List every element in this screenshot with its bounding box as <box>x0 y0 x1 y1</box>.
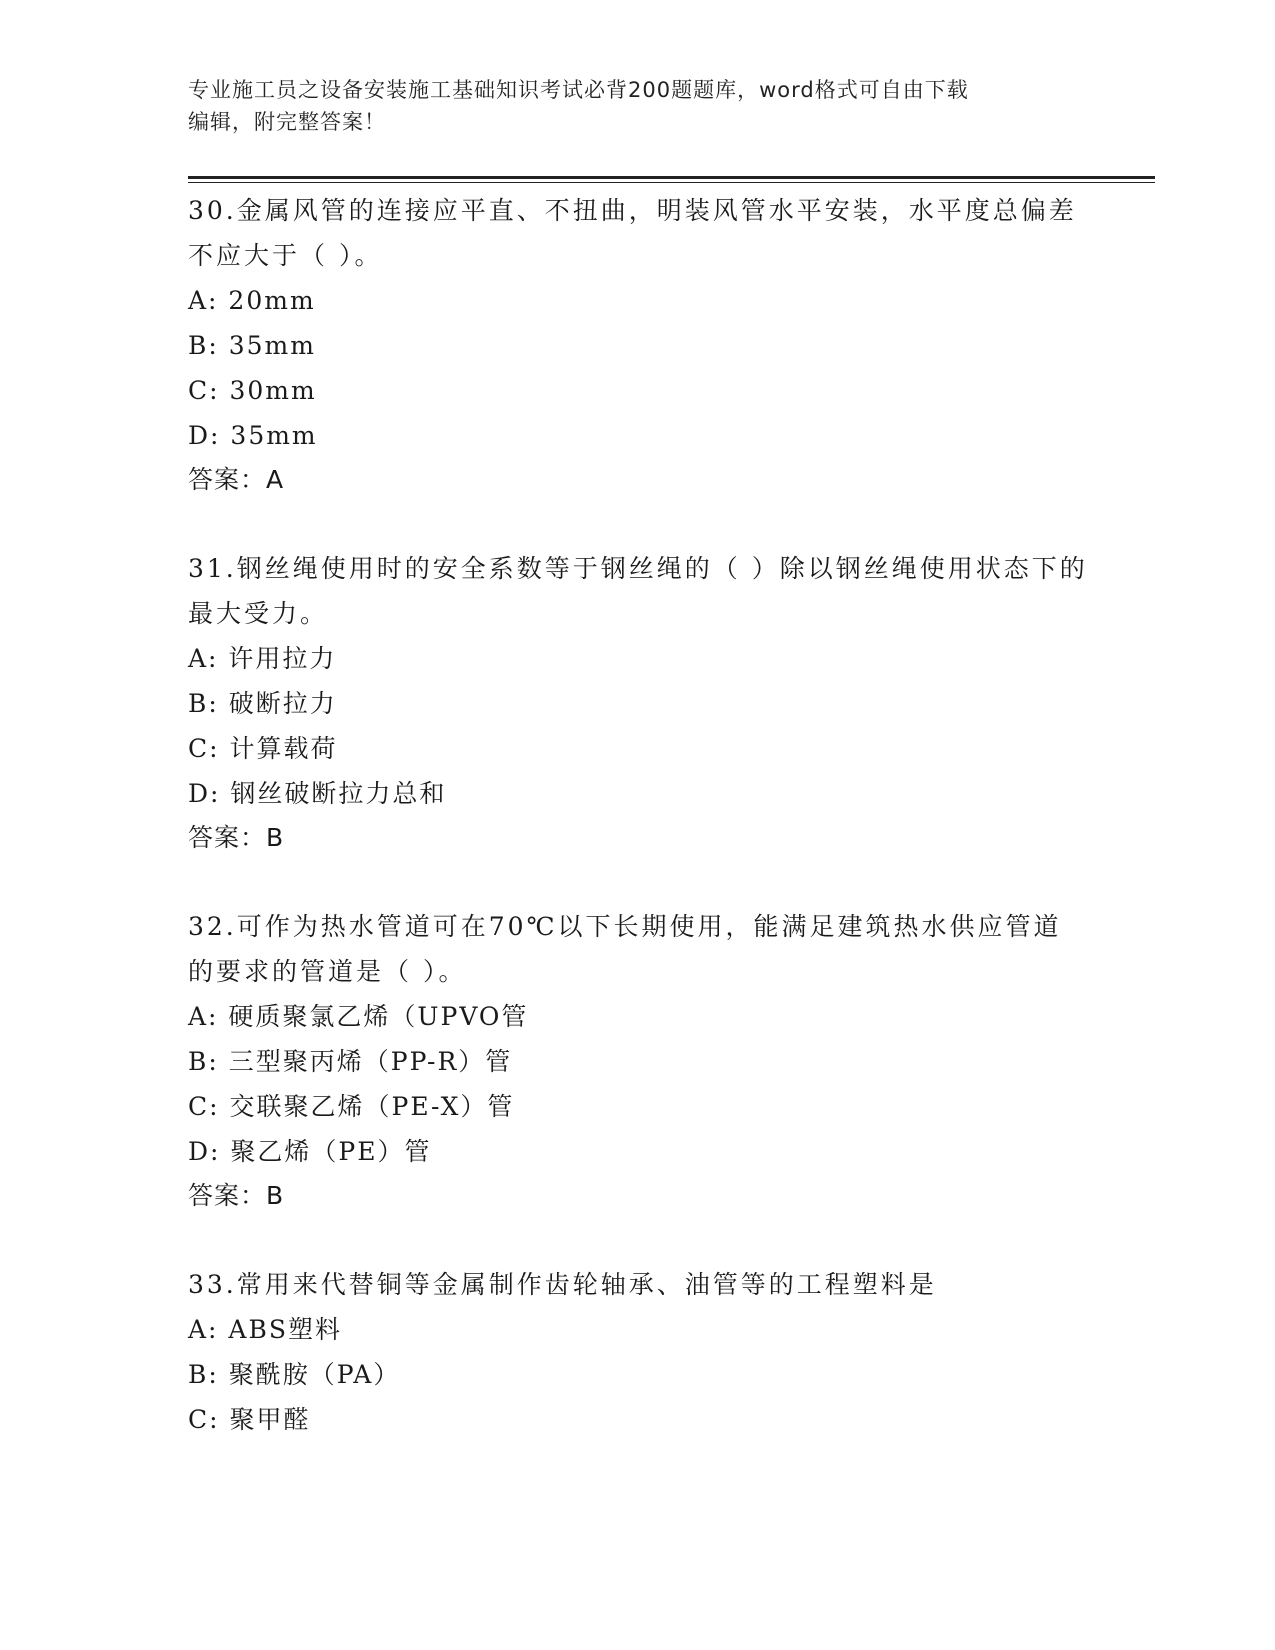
option-c: C: 交联聚乙烯（PE-X）管 <box>188 1092 515 1121</box>
answer: 答案：B <box>188 1181 285 1210</box>
option-d: D: 35mm <box>188 421 318 450</box>
option-c: C: 聚甲醛 <box>188 1405 311 1434</box>
question-32 <box>188 904 1088 1218</box>
question-stem: 32.可作为热水管道可在70℃以下长期使用，能满足建筑热水供应管道的要求的管道是（ ）。 <box>188 912 1062 986</box>
option-b: B: 聚酰胺（PA） <box>188 1360 401 1389</box>
option-d: D: 聚乙烯（PE）管 <box>188 1137 432 1166</box>
document-header <box>188 74 1088 138</box>
question-stem: 31.钢丝绳使用时的安全系数等于钢丝绳的（ ）除以钢丝绳使用状态下的最大受力。 <box>188 554 1088 628</box>
answer: 答案：A <box>188 465 285 494</box>
option-a: A: 硬质聚氯乙烯（UPVO管 <box>188 1002 529 1031</box>
question-stem: 30.金属风管的连接应平直、不扭曲，明装风管水平安装，水平度总偏差不应大于（ ）。 <box>188 196 1077 270</box>
option-d: D: 钢丝破断拉力总和 <box>188 779 447 808</box>
question-31 <box>188 546 1088 860</box>
option-c: C: 30mm <box>188 376 317 405</box>
question-33 <box>188 1262 1088 1442</box>
option-c: C: 计算载荷 <box>188 734 338 763</box>
question-30 <box>188 188 1088 502</box>
option-a: A: 20mm <box>188 286 316 315</box>
header-divider-thick <box>188 176 1155 179</box>
header-title-line-2: 编辑，附完整答案！ <box>188 110 386 134</box>
header-title-line-1: 专业施工员之设备安装施工基础知识考试必背200题题库，word格式可自由下载 <box>188 78 969 102</box>
option-b: B: 35mm <box>188 331 316 360</box>
header-divider-thin <box>188 182 1155 183</box>
option-a: A: ABS塑料 <box>188 1315 342 1344</box>
option-b: B: 三型聚丙烯（PP-R）管 <box>188 1047 513 1076</box>
option-b: B: 破断拉力 <box>188 689 337 718</box>
answer: 答案：B <box>188 823 285 852</box>
option-a: A: 许用拉力 <box>188 644 337 673</box>
question-stem: 33.常用来代替铜等金属制作齿轮轴承、油管等的工程塑料是 <box>188 1270 937 1299</box>
